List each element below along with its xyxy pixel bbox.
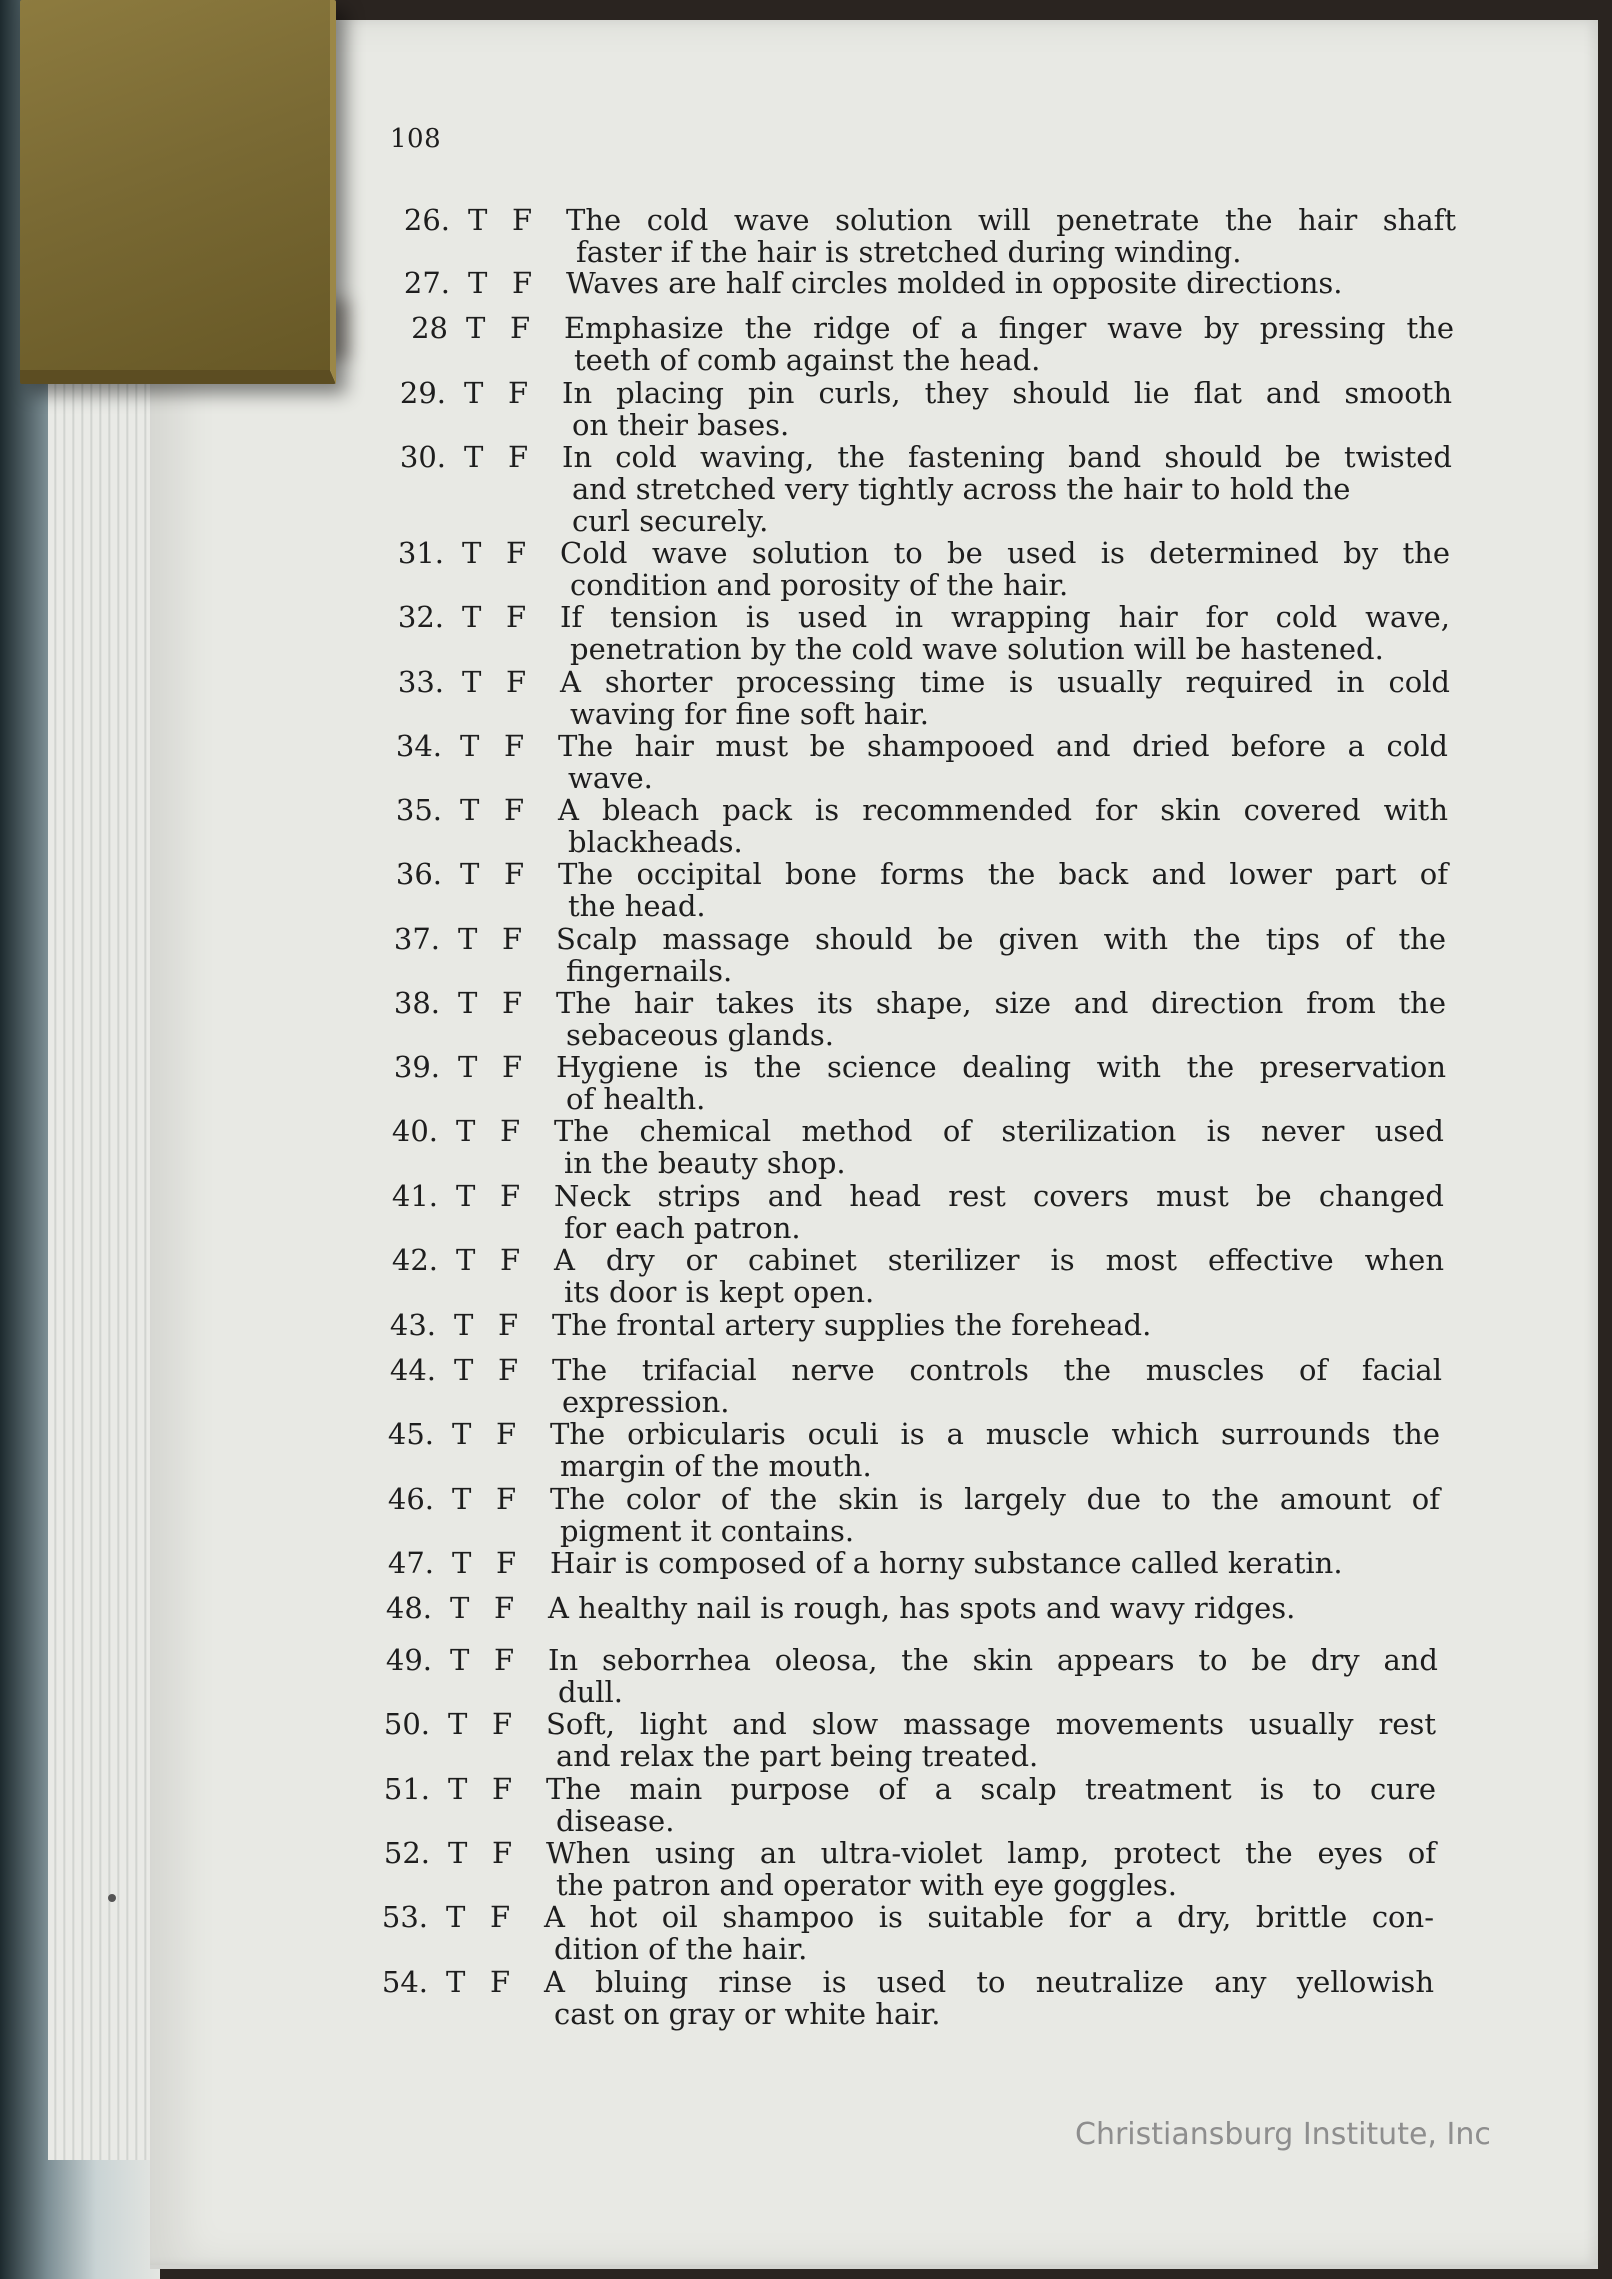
question-text: A dry or cabinet sterilizer is most effective when: [554, 1243, 1444, 1277]
false-option: F: [496, 1482, 517, 1516]
question-item: [378, 1116, 1458, 1186]
question-text-continued: curl securely.: [572, 504, 769, 538]
question-text-continued: pigment it contains.: [560, 1514, 855, 1548]
question-item: [382, 795, 1462, 865]
question-number: 36.: [395, 857, 442, 891]
question-text-continued: dition of the hair.: [554, 1932, 808, 1966]
false-option: F: [498, 1353, 519, 1387]
question-text: Neck strips and head rest covers must be changed: [554, 1179, 1444, 1213]
question-text-continued: the head.: [568, 889, 706, 923]
false-option: F: [494, 1591, 515, 1625]
false-option: F: [508, 440, 529, 474]
question-number: 42.: [391, 1243, 438, 1277]
question-text: The frontal artery supplies the forehead.: [552, 1308, 1152, 1342]
question-number: 30.: [399, 440, 446, 474]
question-item: [374, 1484, 1454, 1554]
question-text: A healthy nail is rough, has spots and wavy ridges.: [548, 1591, 1296, 1625]
true-option: T: [458, 986, 478, 1020]
question-item: [384, 602, 1464, 672]
question-number: 39.: [393, 1050, 440, 1084]
question-item: [386, 378, 1466, 448]
false-option: F: [512, 203, 533, 237]
question-text: The chemical method of sterilization is never used: [554, 1114, 1444, 1148]
false-option: F: [512, 266, 533, 300]
false-option: F: [492, 1836, 513, 1870]
question-text: The occipital bone forms the back and lower part of: [558, 857, 1448, 891]
question-number: 44.: [389, 1353, 436, 1387]
false-option: F: [490, 1965, 511, 1999]
page-number: 108: [390, 124, 442, 154]
true-option: T: [456, 1179, 476, 1213]
question-number: 33.: [397, 665, 444, 699]
false-option: F: [506, 536, 527, 570]
question-text: A hot oil shampoo is suitable for a dry, brittle con-: [544, 1900, 1434, 1934]
question-item: [384, 667, 1464, 737]
true-option: T: [450, 1591, 470, 1625]
question-number: 51.: [383, 1772, 430, 1806]
true-option: T: [452, 1546, 472, 1580]
question-number: 28: [411, 311, 448, 345]
question-text: Hair is composed of a horny substance called keratin.: [550, 1546, 1343, 1580]
false-option: F: [504, 857, 525, 891]
question-text-continued: blackheads.: [568, 825, 743, 859]
true-option: T: [448, 1707, 468, 1741]
true-option: T: [464, 376, 484, 410]
question-text-continued: waving for fine soft hair.: [570, 697, 929, 731]
question-number: 48.: [385, 1591, 432, 1625]
question-text-continued: margin of the mouth.: [560, 1449, 872, 1483]
question-text: In placing pin curls, they should lie flat and smooth: [562, 376, 1452, 410]
true-option: T: [452, 1417, 472, 1451]
question-number: 35.: [395, 793, 442, 827]
question-number: 32.: [397, 600, 444, 634]
question-text: The hair takes its shape, size and direction from the: [556, 986, 1446, 1020]
question-text: In cold waving, the fastening band should be twisted: [562, 440, 1452, 474]
true-option: T: [468, 266, 488, 300]
question-item: [372, 1645, 1452, 1715]
true-option: T: [448, 1836, 468, 1870]
question-text: If tension is used in wrapping hair for cold wave,: [560, 600, 1450, 634]
question-text-continued: in the beauty shop.: [564, 1146, 846, 1180]
question-text-continued: dull.: [558, 1675, 624, 1709]
question-text-continued: sebaceous glands.: [566, 1018, 835, 1052]
false-option: F: [504, 793, 525, 827]
question-number: 41.: [391, 1179, 438, 1213]
question-text: Hygiene is the science dealing with the preservation: [556, 1050, 1446, 1084]
question-text: Cold wave solution to be used is determined by the: [560, 536, 1450, 570]
true-option: T: [456, 1243, 476, 1277]
question-text: A bleach pack is recommended for skin covered with: [558, 793, 1448, 827]
question-text-continued: penetration by the cold wave solution will be hastened.: [570, 632, 1384, 666]
question-item: [382, 859, 1462, 929]
question-item: [374, 1419, 1454, 1489]
false-option: F: [496, 1417, 517, 1451]
question-item: [380, 988, 1460, 1058]
question-item: [378, 1181, 1458, 1251]
true-option: T: [458, 1050, 478, 1084]
true-option: T: [468, 203, 488, 237]
false-option: F: [492, 1707, 513, 1741]
true-option: T: [464, 440, 484, 474]
question-item: [390, 205, 1470, 275]
question-text: The hair must be shampooed and dried before a cold: [558, 729, 1448, 763]
true-option: T: [454, 1308, 474, 1342]
question-text-continued: for each patron.: [564, 1211, 801, 1245]
question-number: 49.: [385, 1643, 432, 1677]
false-option: F: [502, 1050, 523, 1084]
question-item: [388, 313, 1468, 383]
true-option: T: [460, 793, 480, 827]
question-item: [380, 924, 1460, 994]
question-text-continued: condition and porosity of the hair.: [570, 568, 1069, 602]
false-option: F: [498, 1308, 519, 1342]
question-item: [382, 731, 1462, 801]
true-option: T: [456, 1114, 476, 1148]
question-item: [378, 1245, 1458, 1315]
question-number: 31.: [397, 536, 444, 570]
false-option: F: [510, 311, 531, 345]
true-option: T: [446, 1965, 466, 1999]
question-item: [370, 1709, 1450, 1779]
question-text-continued: the patron and operator with eye goggles.: [556, 1868, 1177, 1902]
question-text-continued: faster if the hair is stretched during winding.: [576, 235, 1242, 269]
question-number: 38.: [393, 986, 440, 1020]
false-option: F: [508, 376, 529, 410]
question-item: [384, 538, 1464, 608]
question-text-continued: and relax the part being treated.: [556, 1739, 1039, 1773]
question-number: 37.: [393, 922, 440, 956]
question-item: [376, 1355, 1456, 1425]
question-number: 29.: [399, 376, 446, 410]
question-text: A bluing rinse is used to neutralize any yellowish: [544, 1965, 1434, 1999]
true-option: T: [460, 857, 480, 891]
false-option: F: [502, 986, 523, 1020]
question-text-continued: teeth of comb against the head.: [574, 343, 1041, 377]
true-option: T: [462, 600, 482, 634]
question-text-continued: of health.: [566, 1082, 706, 1116]
question-text-continued: wave.: [568, 761, 653, 795]
false-option: F: [490, 1900, 511, 1934]
false-option: F: [496, 1546, 517, 1580]
question-number: 46.: [387, 1482, 434, 1516]
question-number: 34.: [395, 729, 442, 763]
false-option: F: [494, 1643, 515, 1677]
false-option: F: [502, 922, 523, 956]
question-text-continued: its door is kept open.: [564, 1275, 875, 1309]
true-option: T: [466, 311, 486, 345]
question-number: 50.: [383, 1707, 430, 1741]
true-option: T: [446, 1900, 466, 1934]
true-option: T: [450, 1643, 470, 1677]
question-text-continued: fingernails.: [566, 954, 733, 988]
true-option: T: [458, 922, 478, 956]
question-text-continued: and stretched very tightly across the hair to hold the: [572, 472, 1351, 506]
true-option: T: [460, 729, 480, 763]
question-number: 45.: [387, 1417, 434, 1451]
question-text: Emphasize the ridge of a finger wave by pressing the: [564, 311, 1454, 345]
question-item: [386, 440, 1466, 538]
question-text: A shorter processing time is usually required in cold: [560, 665, 1450, 699]
question-text-continued: disease.: [556, 1804, 675, 1838]
question-item: [368, 1967, 1448, 2037]
question-item: [370, 1838, 1450, 1908]
question-text: The trifacial nerve controls the muscles of facial: [552, 1353, 1442, 1387]
question-number: 40.: [391, 1114, 438, 1148]
false-option: F: [504, 729, 525, 763]
question-text: The main purpose of a scalp treatment is to cure: [546, 1772, 1436, 1806]
question-number: 54.: [381, 1965, 428, 1999]
question-text-continued: expression.: [562, 1385, 730, 1419]
question-number: 52.: [383, 1836, 430, 1870]
true-option: T: [452, 1482, 472, 1516]
question-text: In seborrhea oleosa, the skin appears to be dry and: [548, 1643, 1438, 1677]
question-number: 26.: [403, 203, 450, 237]
true-option: T: [462, 665, 482, 699]
question-number: 53.: [381, 1900, 428, 1934]
true-option: T: [454, 1353, 474, 1387]
false-option: F: [500, 1114, 521, 1148]
question-number: 47.: [387, 1546, 434, 1580]
question-number: 27.: [403, 266, 450, 300]
question-item: [370, 1774, 1450, 1844]
question-text: When using an ultra-violet lamp, protect the eyes of: [546, 1836, 1436, 1870]
question-number: 43.: [389, 1308, 436, 1342]
watermark: Christiansburg Institute, Inc: [1075, 2117, 1491, 2152]
question-text-continued: cast on gray or white hair.: [554, 1997, 941, 2031]
question-text: The color of the skin is largely due to the amount of: [550, 1482, 1440, 1516]
false-option: F: [500, 1179, 521, 1213]
question-item: [368, 1902, 1448, 1972]
false-option: F: [500, 1243, 521, 1277]
question-text: The cold wave solution will penetrate the hair shaft: [566, 203, 1456, 237]
true-option: T: [462, 536, 482, 570]
question-text: Waves are half circles molded in opposite directions.: [566, 266, 1343, 300]
false-option: F: [506, 665, 527, 699]
question-text: Soft, light and slow massage movements usually rest: [546, 1707, 1436, 1741]
question-item: [380, 1052, 1460, 1122]
question-text: The orbicularis oculi is a muscle which surrounds the: [550, 1417, 1440, 1451]
true-option: T: [448, 1772, 468, 1806]
question-text-continued: on their bases.: [572, 408, 790, 442]
question-text: Scalp massage should be given with the tips of the: [556, 922, 1446, 956]
false-option: F: [506, 600, 527, 634]
false-option: F: [492, 1772, 513, 1806]
